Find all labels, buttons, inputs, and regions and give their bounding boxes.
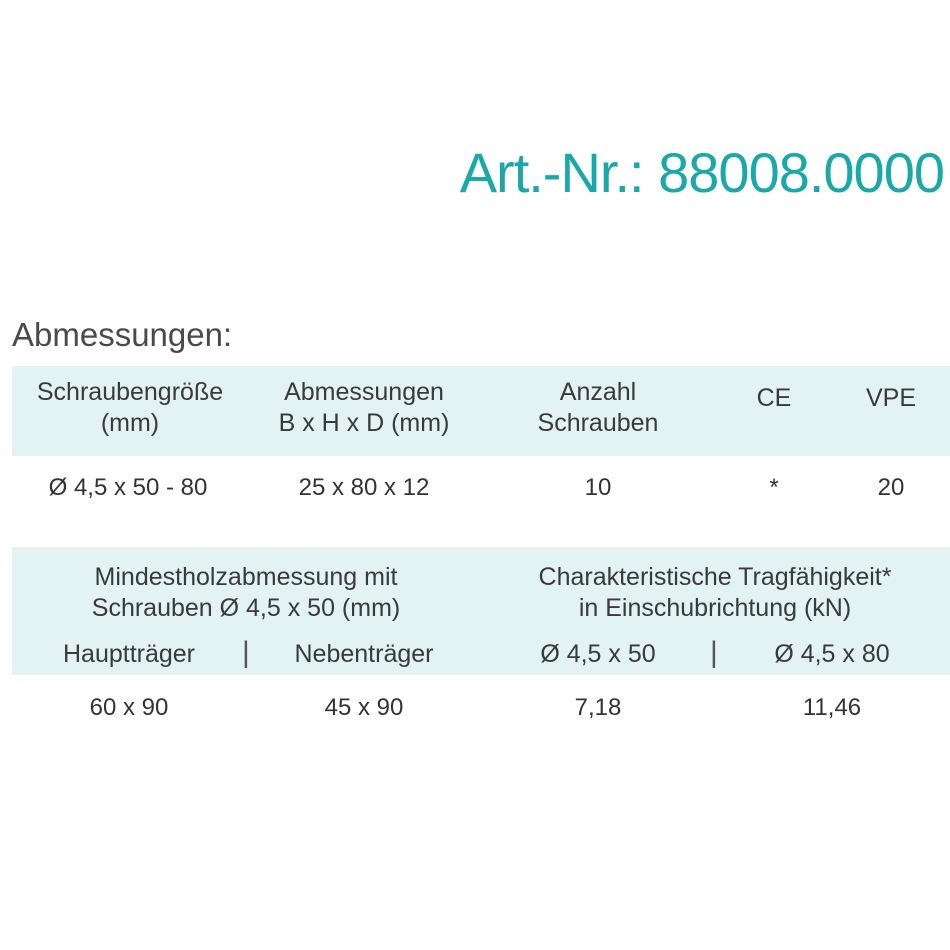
table2-subheader-secondary-beam: Nebenträger [294,640,434,668]
table2-subheader-main-beam: Hauptträger [62,640,196,668]
header-line: VPE [865,384,917,412]
header-line: Schrauben Ø 4,5 x 50 (mm) [91,594,401,622]
table2-subheader-screw-80: Ø 4,5 x 80 [774,640,890,668]
table2-subheader-separator: | [242,636,250,669]
header-line: Mindestholzabmessung mit [94,563,398,591]
table2-value-main-beam: 60 x 90 [89,694,169,721]
table1-header-vpe [866,383,916,414]
header-line: Schrauben [537,409,659,437]
table2-header-load-capacity [539,562,892,624]
table2-value-screw-50: 7,18 [574,694,622,721]
table2-value-screw-80: 11,46 [802,694,862,721]
header-line: Charakteristische Tragfähigkeit* [538,563,892,591]
header-line: in Einschubrichtung (kN) [578,594,852,622]
table1-value-screw-count: 10 [584,474,612,501]
article-number: Art.-Nr.: 88008.0000 [459,141,944,204]
table1-header-dimensions [279,377,450,439]
table1-value-ce: * [769,474,779,501]
header-line: Schraubengröße [36,378,224,406]
table2-subheader-screw-50: Ø 4,5 x 50 [540,640,656,668]
table1-header-ce [757,383,792,414]
header-line: B x H x D (mm) [278,409,450,437]
header-line: CE [756,384,792,412]
table1-value-screw-size: Ø 4,5 x 50 - 80 [48,474,208,501]
table2-subheader-separator: | [710,636,718,669]
table1-header-screw-size [37,377,223,439]
table2-value-secondary-beam: 45 x 90 [324,694,404,721]
table1-header-screw-count [538,377,659,439]
header-line: (mm) [100,409,160,437]
section-title: Abmessungen: [12,316,233,353]
header-line: Anzahl [559,378,637,406]
table2-header-min-timber [92,562,400,624]
table1-value-dimensions: 25 x 80 x 12 [298,474,430,501]
header-line: Abmessungen [284,378,444,406]
table1-value-vpe: 20 [877,474,905,501]
